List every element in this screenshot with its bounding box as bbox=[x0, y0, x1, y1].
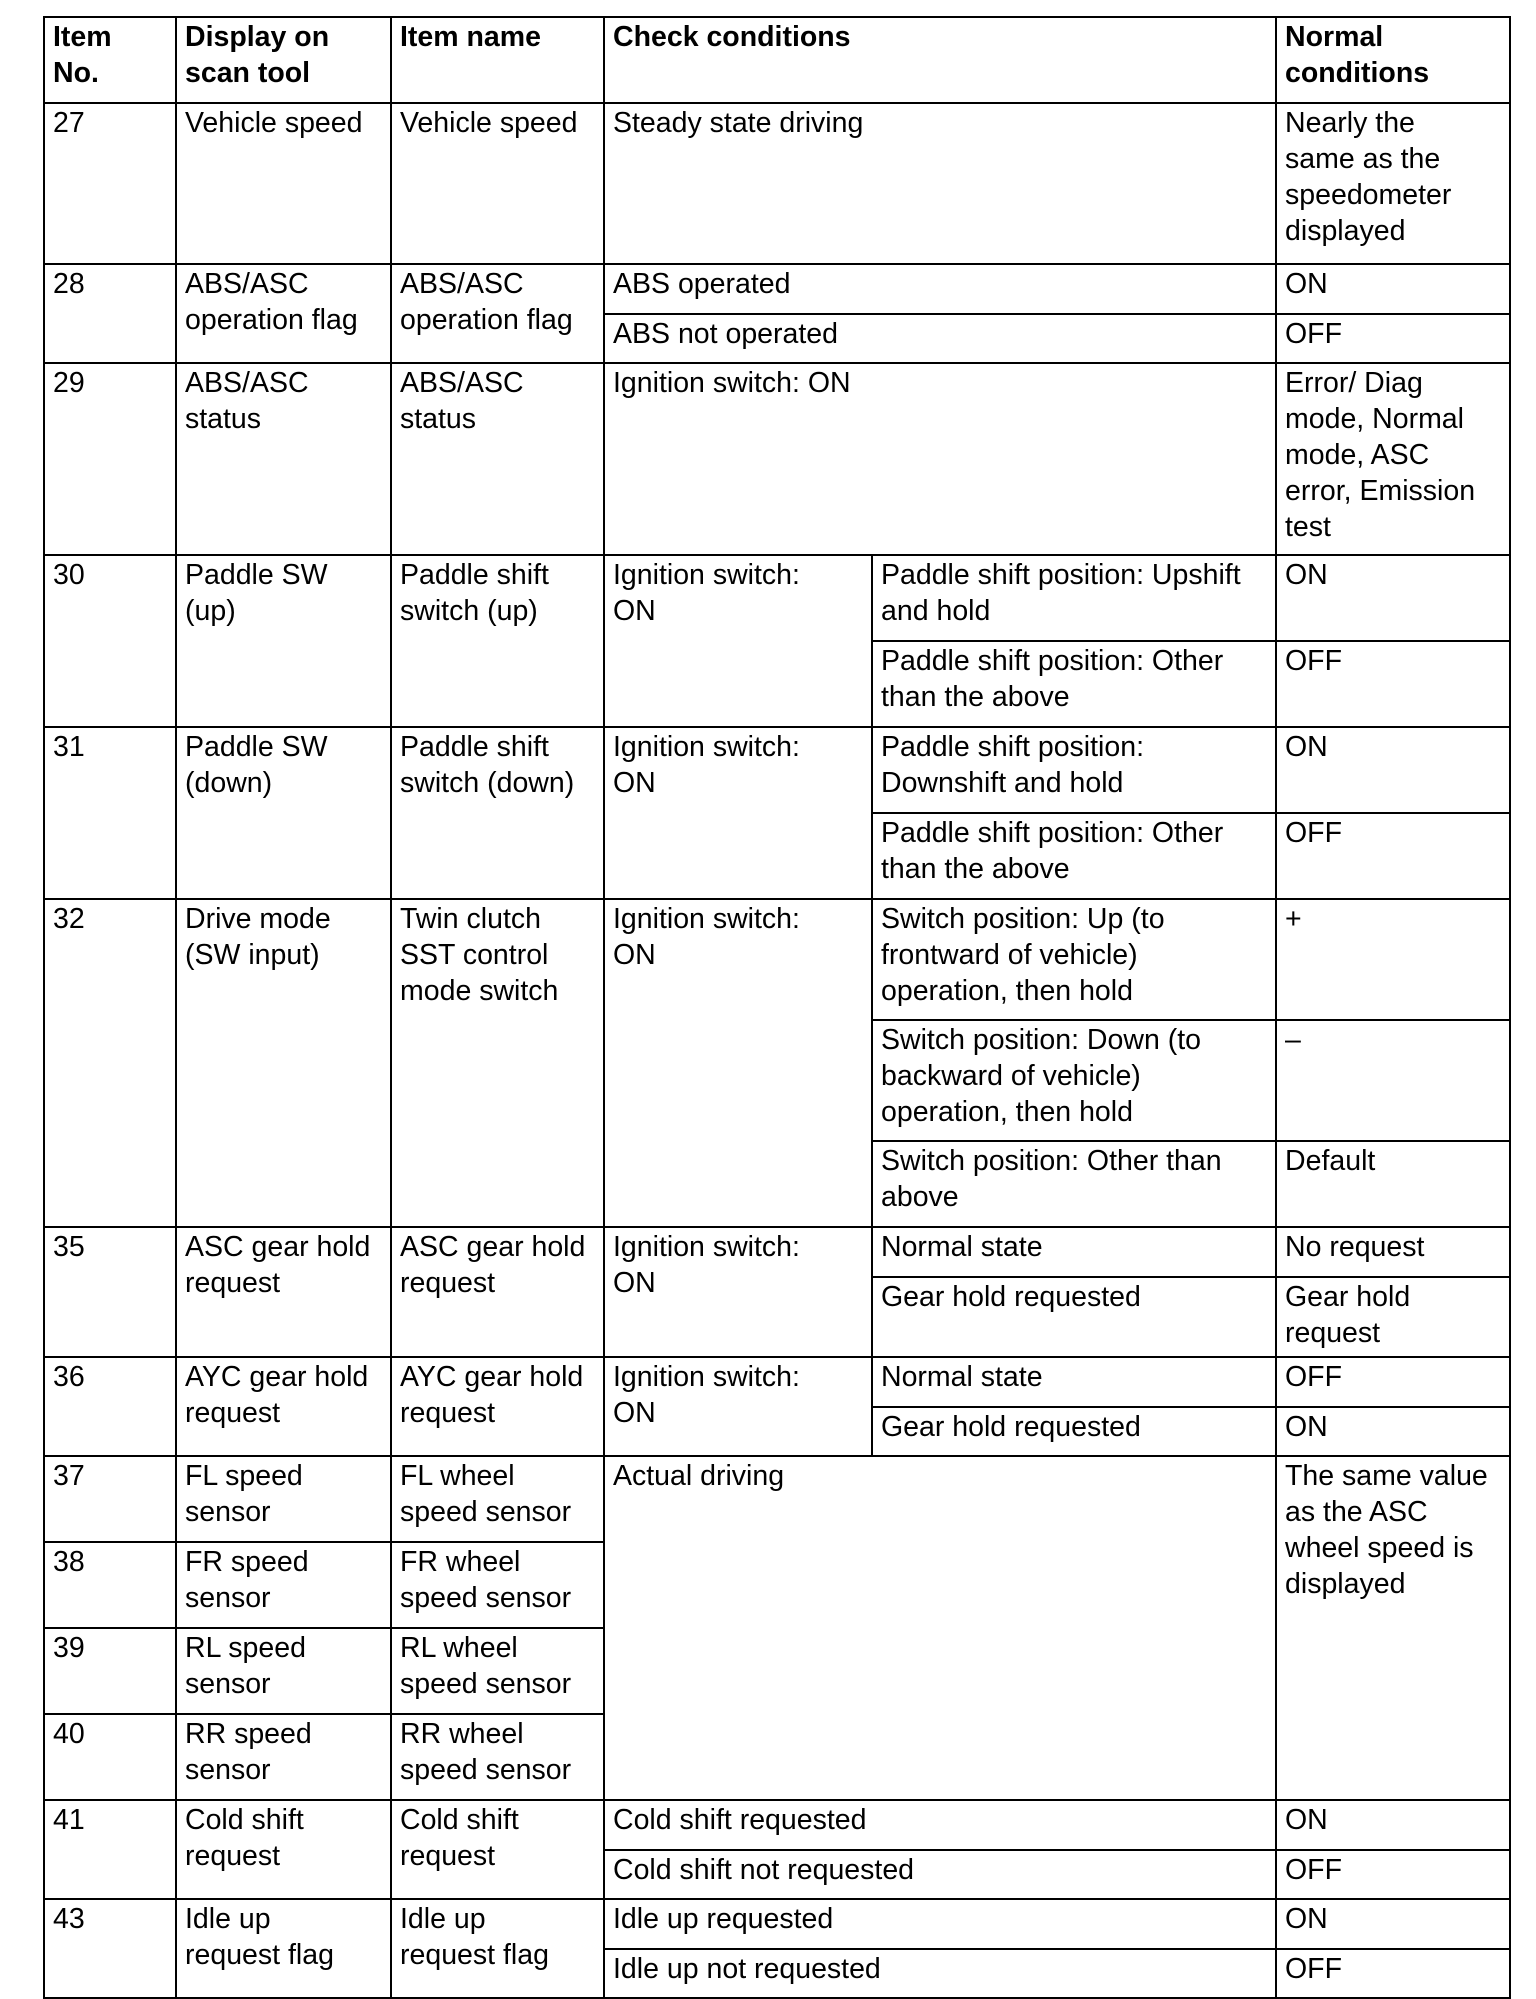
check-condition: Cold shift requested bbox=[604, 1800, 1276, 1850]
item-no: 37 bbox=[44, 1456, 176, 1542]
normal-condition: – bbox=[1276, 1020, 1510, 1141]
check-condition: Idle up not requested bbox=[604, 1949, 1276, 1998]
table-row bbox=[44, 363, 1510, 555]
normal-condition: Error/ Diag mode, Normal mode, ASC error, Emission test bbox=[1276, 363, 1510, 555]
item-name: RR wheel speed sensor bbox=[391, 1714, 604, 1800]
check-condition: Switch position: Up (to frontward of vehicle) operation, then hold bbox=[872, 899, 1276, 1020]
data-list-table bbox=[43, 16, 1511, 1999]
check-condition: Switch position: Down (to backward of vehicle) operation, then hold bbox=[872, 1020, 1276, 1141]
normal-condition: ON bbox=[1276, 1899, 1510, 1949]
display-on-scan-tool: Idle up request flag bbox=[176, 1899, 391, 1998]
check-condition: Paddle shift position: Downshift and hold bbox=[872, 727, 1276, 813]
display-on-scan-tool: FL speed sensor bbox=[176, 1456, 391, 1542]
ignition-condition: Ignition switch: ON bbox=[604, 1227, 872, 1357]
item-no: 28 bbox=[44, 264, 176, 363]
normal-condition: ON bbox=[1276, 264, 1510, 314]
normal-condition: OFF bbox=[1276, 813, 1510, 899]
item-no: 40 bbox=[44, 1714, 176, 1800]
table-row bbox=[44, 555, 1510, 641]
check-condition: Normal state bbox=[872, 1357, 1276, 1407]
normal-condition: ON bbox=[1276, 555, 1510, 641]
display-on-scan-tool: ASC gear hold request bbox=[176, 1227, 391, 1357]
check-condition: Paddle shift position: Other than the above bbox=[872, 813, 1276, 899]
display-on-scan-tool: RL speed sensor bbox=[176, 1628, 391, 1714]
table-row bbox=[44, 264, 1510, 314]
display-on-scan-tool: ABS/ASC status bbox=[176, 363, 391, 555]
table-row bbox=[44, 1456, 1510, 1542]
item-name: Cold shift request bbox=[391, 1800, 604, 1899]
item-name: Paddle shift switch (down) bbox=[391, 727, 604, 899]
table-row bbox=[44, 1227, 1510, 1277]
normal-condition: OFF bbox=[1276, 1949, 1510, 1998]
display-on-scan-tool: AYC gear hold request bbox=[176, 1357, 391, 1456]
item-name: Vehicle speed bbox=[391, 103, 604, 264]
item-no: 39 bbox=[44, 1628, 176, 1714]
item-no: 27 bbox=[44, 103, 176, 264]
display-on-scan-tool: Paddle SW (down) bbox=[176, 727, 391, 899]
item-no: 35 bbox=[44, 1227, 176, 1357]
display-on-scan-tool: Cold shift request bbox=[176, 1800, 391, 1899]
header-item-no: Item No. bbox=[44, 17, 176, 103]
check-condition: Steady state driving bbox=[604, 103, 1276, 264]
normal-condition: OFF bbox=[1276, 641, 1510, 727]
normal-condition: OFF bbox=[1276, 1850, 1510, 1899]
display-on-scan-tool: Paddle SW (up) bbox=[176, 555, 391, 727]
normal-condition: + bbox=[1276, 899, 1510, 1020]
normal-condition: ON bbox=[1276, 1407, 1510, 1456]
normal-condition: ON bbox=[1276, 727, 1510, 813]
display-on-scan-tool: FR speed sensor bbox=[176, 1542, 391, 1628]
check-condition: Gear hold requested bbox=[872, 1407, 1276, 1456]
header-check-conditions: Check conditions bbox=[604, 17, 1276, 103]
table-row bbox=[44, 103, 1510, 264]
normal-condition: OFF bbox=[1276, 1357, 1510, 1407]
normal-condition: OFF bbox=[1276, 314, 1510, 363]
ignition-condition: Ignition switch: ON bbox=[604, 555, 872, 727]
normal-condition: Default bbox=[1276, 1141, 1510, 1227]
header-item-name: Item name bbox=[391, 17, 604, 103]
check-condition: Normal state bbox=[872, 1227, 1276, 1277]
table-row bbox=[44, 1899, 1510, 1949]
item-name: ABS/ASC operation flag bbox=[391, 264, 604, 363]
item-no: 43 bbox=[44, 1899, 176, 1998]
normal-condition: ON bbox=[1276, 1800, 1510, 1850]
normal-condition: No request bbox=[1276, 1227, 1510, 1277]
item-no: 36 bbox=[44, 1357, 176, 1456]
check-condition: ABS not operated bbox=[604, 314, 1276, 363]
check-condition: Ignition switch: ON bbox=[604, 363, 1276, 555]
item-name: FR wheel speed sensor bbox=[391, 1542, 604, 1628]
check-condition: Paddle shift position: Other than the above bbox=[872, 641, 1276, 727]
normal-condition: Nearly the same as the speedometer displayed bbox=[1276, 103, 1510, 264]
item-no: 31 bbox=[44, 727, 176, 899]
ignition-condition: Ignition switch: ON bbox=[604, 1357, 872, 1456]
check-condition: Gear hold requested bbox=[872, 1277, 1276, 1357]
item-no: 29 bbox=[44, 363, 176, 555]
item-name: FL wheel speed sensor bbox=[391, 1456, 604, 1542]
item-name: ASC gear hold request bbox=[391, 1227, 604, 1357]
display-on-scan-tool: Drive mode (SW input) bbox=[176, 899, 391, 1227]
table-row bbox=[44, 1357, 1510, 1407]
header-display: Display on scan tool bbox=[176, 17, 391, 103]
check-condition: Actual driving bbox=[604, 1456, 1276, 1800]
item-no: 30 bbox=[44, 555, 176, 727]
ignition-condition: Ignition switch: ON bbox=[604, 727, 872, 899]
check-condition: ABS operated bbox=[604, 264, 1276, 314]
item-name: ABS/ASC status bbox=[391, 363, 604, 555]
check-condition: Paddle shift position: Upshift and hold bbox=[872, 555, 1276, 641]
normal-condition: Gear hold request bbox=[1276, 1277, 1510, 1357]
display-on-scan-tool: RR speed sensor bbox=[176, 1714, 391, 1800]
check-condition: Cold shift not requested bbox=[604, 1850, 1276, 1899]
table-row bbox=[44, 1800, 1510, 1850]
ignition-condition: Ignition switch: ON bbox=[604, 899, 872, 1227]
item-name: Twin clutch SST control mode switch bbox=[391, 899, 604, 1227]
check-condition: Switch position: Other than above bbox=[872, 1141, 1276, 1227]
item-no: 32 bbox=[44, 899, 176, 1227]
header-normal-conditions: Normal conditions bbox=[1276, 17, 1510, 103]
display-on-scan-tool: Vehicle speed bbox=[176, 103, 391, 264]
normal-condition: The same value as the ASC wheel speed is displayed bbox=[1276, 1456, 1510, 1800]
item-name: AYC gear hold request bbox=[391, 1357, 604, 1456]
table-header-row bbox=[44, 17, 1510, 103]
item-name: Idle up request flag bbox=[391, 1899, 604, 1998]
item-no: 38 bbox=[44, 1542, 176, 1628]
item-no: 41 bbox=[44, 1800, 176, 1899]
table-row bbox=[44, 899, 1510, 1020]
item-name: Paddle shift switch (up) bbox=[391, 555, 604, 727]
check-condition: Idle up requested bbox=[604, 1899, 1276, 1949]
display-on-scan-tool: ABS/ASC operation flag bbox=[176, 264, 391, 363]
item-name: RL wheel speed sensor bbox=[391, 1628, 604, 1714]
table-row bbox=[44, 727, 1510, 813]
